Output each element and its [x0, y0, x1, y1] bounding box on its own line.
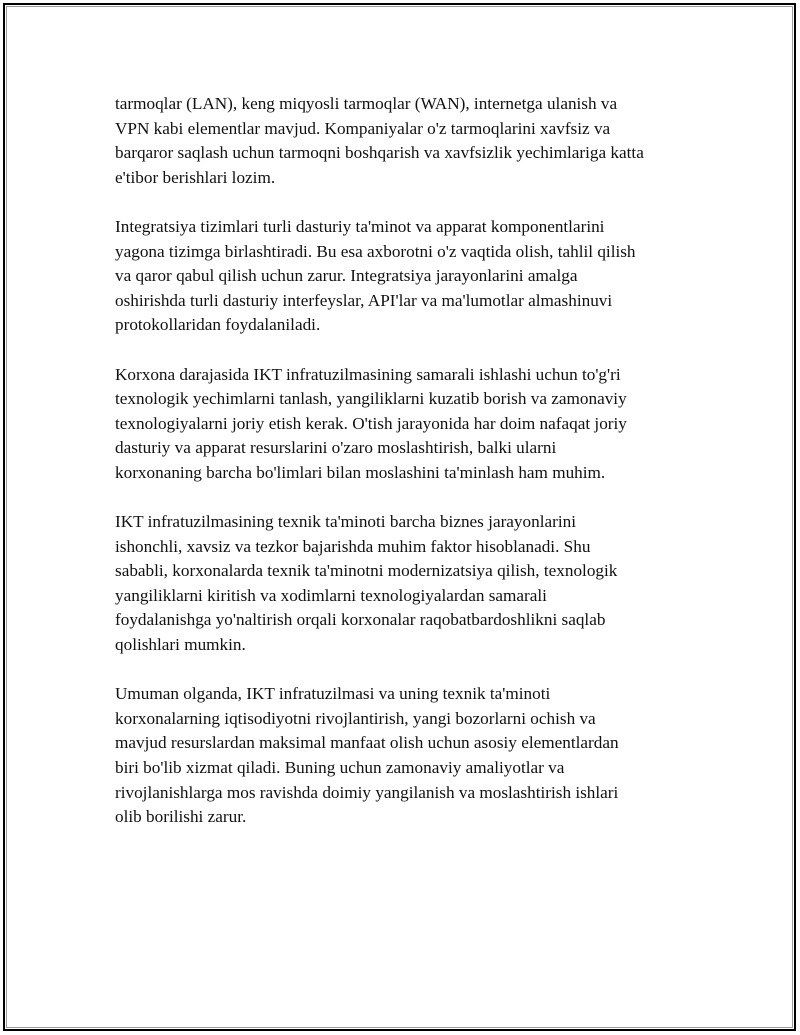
text-line: protokollaridan foydalaniladi.	[115, 315, 321, 335]
text-line: yagona tizimga birlashtiradi. Bu esa axborotni o'z vaqtida olish, tahlil qilish	[115, 241, 636, 261]
text-line: foydalanishga yo'naltirish orqali korxonalar raqobatbardoshlikni saqlab	[115, 610, 606, 630]
text-line: oshirishda turli dasturiy interfeyslar, API'lar va ma'lumotlar almashinuvi	[115, 290, 613, 310]
text-line: Umuman olganda, IKT infratuzilmasi va uning texnik ta'minoti	[115, 684, 551, 704]
text-line: Korxona darajasida IKT infratuzilmasining samarali ishlashi uchun to'g'ri	[115, 364, 621, 384]
text-line: rivojlanishlarga mos ravishda doimiy yangilanish va moslashtirish ishlari	[115, 782, 619, 802]
text-line: barqaror saqlash uchun tarmoqni boshqarish va xavfsizlik yechimlariga katta	[115, 143, 644, 163]
text-line: tarmoqlar (LAN), keng miqyosli tarmoqlar (WAN), internetga ulanish va	[115, 94, 618, 113]
text-line: IKT infratuzilmasining texnik ta'minoti barcha biznes jarayonlarini	[115, 512, 576, 532]
text-line: biri bo'lib xizmat qiladi. Buning uchun zamonaviy amaliyotlar va	[115, 758, 565, 778]
text-line: texnologiyalarni joriy etish kerak. O'tish jarayonida har doim nafaqat joriy	[115, 413, 627, 433]
paragraph-network	[115, 92, 685, 190]
text-line: mavjud resurslardan maksimal manfaat olish uchun asosiy elementlardan	[115, 733, 619, 753]
text-line: va qaror qabul qilish uchun zarur. Integratsiya jarayonlarini amalga	[115, 266, 578, 286]
text-line: dasturiy va apparat resurslarini o'zaro moslashtirish, balki ularni	[115, 438, 557, 458]
paragraph-technical-support	[115, 510, 685, 658]
text-line: qolishlari mumkin.	[115, 635, 246, 655]
paragraph-integration	[115, 215, 685, 338]
document-body	[115, 92, 685, 854]
text-line: e'tibor berishlari lozim.	[115, 167, 276, 187]
text-line: korxonaning barcha bo'limlari bilan moslashini ta'minlash ham muhim.	[115, 462, 606, 482]
text-line: yangiliklarni kiritish va xodimlarni texnologiyalardan samarali	[115, 585, 547, 605]
paragraph-enterprise	[115, 363, 685, 486]
paragraph-conclusion	[115, 682, 685, 830]
text-line: sababli, korxonalarda texnik ta'minotni modernizatsiya qilish, texnologik	[115, 561, 618, 581]
text-line: olib borilishi zarur.	[115, 807, 247, 827]
text-line: ishonchli, xavsiz va tezkor bajarishda muhim faktor hisoblanadi. Shu	[115, 536, 591, 556]
text-line: Integratsiya tizimlari turli dasturiy ta'minot va apparat komponentlarini	[115, 216, 605, 236]
text-line: VPN kabi elementlar mavjud. Kompaniyalar o'z tarmoqlarini xavfsiz va	[115, 118, 611, 138]
text-line: texnologik yechimlarni tanlash, yangiliklarni kuzatib borish va zamonaviy	[115, 389, 627, 409]
text-line: korxonalarning iqtisodiyotni rivojlantirish, yangi bozorlarni ochish va	[115, 708, 596, 728]
